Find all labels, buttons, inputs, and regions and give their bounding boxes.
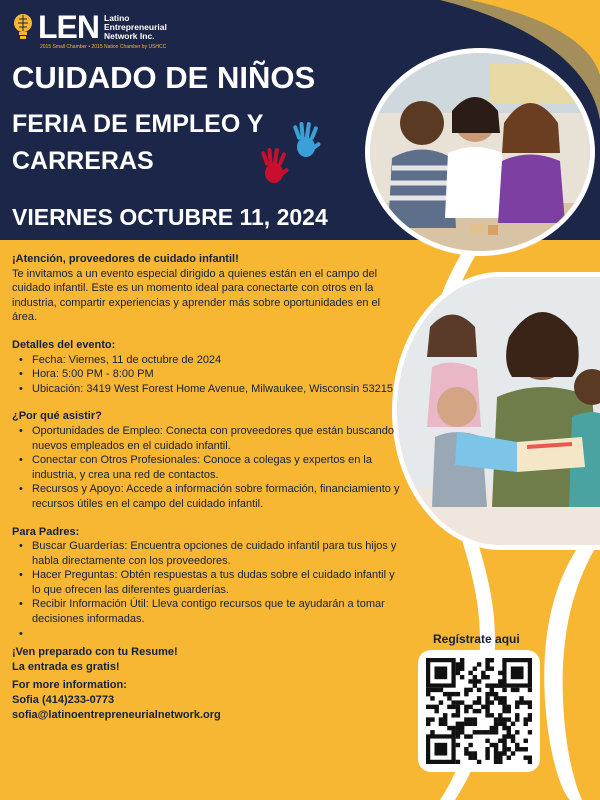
children-photo <box>365 48 595 256</box>
handprint-icon <box>252 115 332 195</box>
logo-abbreviation: LEN <box>38 9 99 45</box>
details-location: • Ubicación: 3419 West Forest Home Avenue, Milwaukee, Wisconsin 53215 <box>12 382 400 397</box>
details-list <box>12 353 400 397</box>
parents-item-daycare: • Buscar Guarderías: Encuentra opciones de cuidado infantil para tus hijos y habla directamente con los proveedores. <box>12 539 400 568</box>
event-description <box>12 252 400 722</box>
title-line-1: CUIDADO DE NIÑOS <box>12 60 316 95</box>
parents-list <box>12 539 400 641</box>
logo <box>12 9 194 45</box>
why-item-resources: • Recursos y Apoyo: Accede a información sobre formación, financiamiento y recursos útiles en el campo del cuidado infantil. <box>12 482 400 511</box>
why-list <box>12 424 400 512</box>
closing-free-entry: La entrada es gratis! <box>12 660 120 673</box>
why-heading: ¿Por qué asistir? <box>12 410 102 423</box>
register-label: Regístrate aqui <box>433 632 520 646</box>
lightbulb-icon <box>12 12 34 42</box>
logo-tagline: 2015 Small Chamber • 2015 Nation Chamber by USHCC <box>40 44 167 50</box>
qr-code-icon <box>426 658 532 764</box>
contact-email[interactable]: sofia@latinoentrepreneurialnetwork.org <box>12 708 221 721</box>
teacher-reading-photo <box>392 272 600 550</box>
details-heading: Detalles del evento: <box>12 338 116 351</box>
why-item-jobs: • Oportunidades de Empleo: Conecta con proveedores que están buscando nuevos empleados en el cuidado infantil. <box>12 424 400 453</box>
why-item-network: • Conectar con Otros Profesionales: Conoce a colegas y expertos en la industria, y crea una red de contactos. <box>12 453 400 482</box>
logo-organization-name: Latino Entrepreneurial Network Inc. <box>104 13 167 41</box>
parents-item-empty <box>12 627 400 642</box>
event-date-title: VIERNES OCTUBRE 11, 2024 <box>12 204 328 230</box>
closing-resume: ¡Ven preparado con tu Resume! <box>12 646 178 659</box>
intro-paragraph: Te invitamos a un evento especial dirigido a quienes están en el campo del cuidado infantil. Este es un momento ideal para conectarte con otros en la industria, compartir experiencias y aprender más sobre oportunidades en el área. <box>12 267 381 324</box>
info-heading: For more information: <box>12 679 127 692</box>
parents-heading: Para Padres: <box>12 525 80 538</box>
parents-item-questions: • Hacer Preguntas: Obtén respuestas a tus dudas sobre el cuidado infantil y lo que ofrecen las diferentes guarderías. <box>12 568 400 597</box>
intro-heading: ¡Atención, proveedores de cuidado infantil! <box>12 253 239 265</box>
parents-item-info: • Recibir Información Útil: Lleva contigo recursos que te ayudarán a tomar decisiones informadas. <box>12 597 400 626</box>
title-line-3: CARRERAS <box>12 147 154 175</box>
details-date: • Fecha: Viernes, 11 de octubre de 2024 <box>12 353 400 368</box>
contact-phone: Sofia (414)233-0773 <box>12 694 115 707</box>
qr-code[interactable] <box>421 653 537 769</box>
title-line-2: FERIA DE EMPLEO Y <box>12 110 264 138</box>
details-time: • Hora: 5:00 PM - 8:00 PM <box>12 367 400 382</box>
